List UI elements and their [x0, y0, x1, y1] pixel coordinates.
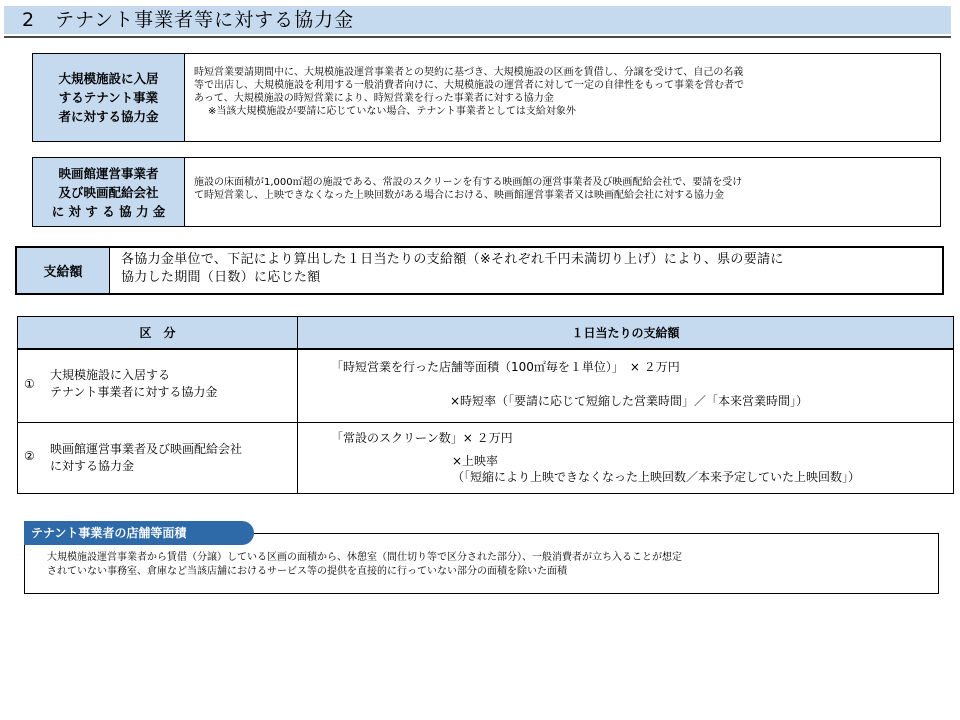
definition-text — [47, 551, 682, 579]
cinema-box-text — [194, 176, 934, 202]
cinema-definition-box — [32, 157, 941, 227]
table-row — [17, 422, 298, 494]
formula-line: （「短縮により上映できなくなった上映回数／本来予定していた上映回数」） — [452, 470, 861, 484]
payment-table — [17, 316, 954, 494]
row-label — [50, 367, 217, 401]
tenant-label-line: するテナント事業 — [58, 90, 159, 105]
definition-line: 大規模施設運営事業者から賃借（分譲）している区画の面積から、休憩室（間仕切り等で区分された部分）、一般消費者が立ち入ることが想定 — [47, 552, 682, 563]
row-label-line: テナント事業者に対する協力金 — [50, 385, 218, 399]
payment-text-line: 各協力金単位で、下記により算出した１日当たりの支給額（※それぞれ千円未満切り上げ）により、県の要請に — [121, 252, 784, 267]
row-number: ① — [24, 377, 35, 391]
section-header — [4, 6, 951, 34]
cinema-label-line: 及び映画配給会社 — [58, 184, 159, 200]
tenant-label-line: 大規模施設に入居 — [58, 71, 159, 86]
row-label-line: に対する協力金 — [50, 459, 135, 473]
cinema-label-line: に 対 す る 協 力 金 — [51, 203, 166, 219]
tenant-note: ※当該大規模施設が要請に応じていない場合、テナント事業者としては支給対象外 — [208, 106, 576, 117]
cinema-box-label — [33, 158, 185, 226]
payment-text — [121, 251, 936, 287]
table-header-amount: １日当たりの支給額 — [297, 316, 954, 350]
row-label-line: 映画館運営事業者及び映画配給会社 — [50, 442, 243, 456]
formula-line: ×時短率（「要請に応じて短縮した営業時間」／「本来営業時間」） — [450, 394, 809, 408]
payment-box — [15, 246, 944, 295]
definition-line: されていない事務室、倉庫など当該店舗におけるサービス等の提供を直接的に行っていない部分の面積を除いた面積 — [47, 566, 567, 577]
tenant-text-line: あって、大規模施設の時短営業により、時短営業を行った事業者に対する協力金 — [194, 93, 554, 104]
header-underline — [4, 36, 951, 38]
row-label — [50, 441, 242, 475]
formula-line: 「時短営業を行った店舗等面積（100㎡毎を１単位）」 × ２万円 — [331, 360, 680, 374]
cinema-text-line: て時短営業し、上映できなくなった上映回数がある場合における、映画館運営事業者又は映画配給会社に対する協力金 — [194, 190, 724, 201]
payment-label: 支給額 — [17, 248, 110, 293]
tenant-text-line: 時短営業要請期間中に、大規模施設運営事業者との契約に基づき、大規模施設の区画を賃借し、分譲を受けて、自己の名義 — [194, 67, 744, 78]
cinema-text-line: 施設の床面積が1,000㎡超の施設である、常設のスクリーンを有する映画館の運営事業者及び映画配給会社で、要請を受け — [194, 177, 743, 188]
tenant-text-line: 等で出店し、大規模施設を利用する一般消費者向けに、大規模施設の運営者に対して一定の自律性をもって事業を営む者で — [194, 80, 744, 91]
payment-text-line: 協力した期間（日数）に応じた額 — [121, 270, 321, 285]
tenant-box-label — [33, 54, 185, 141]
row-label-line: 大規模施設に入居する — [50, 368, 171, 382]
section-title: 2 テナント事業者等に対する協力金 — [22, 9, 355, 31]
cinema-label-line: 映画館運営事業者 — [58, 165, 159, 181]
tenant-box-text — [194, 66, 934, 118]
formula-line: 「常設のスクリーン数」× ２万円 — [331, 431, 513, 445]
tenant-label-line: 者に対する協力金 — [58, 109, 159, 124]
tenant-definition-box — [32, 53, 941, 142]
table-row — [17, 349, 298, 423]
row-number: ② — [24, 449, 35, 463]
formula-line: ×上映率 — [452, 454, 499, 468]
table-row-amount — [297, 349, 954, 423]
store-area-tag: テナント事業者の店舗等面積 — [24, 521, 254, 545]
table-header-category: 区 分 — [17, 316, 298, 350]
table-row-amount — [297, 422, 954, 494]
